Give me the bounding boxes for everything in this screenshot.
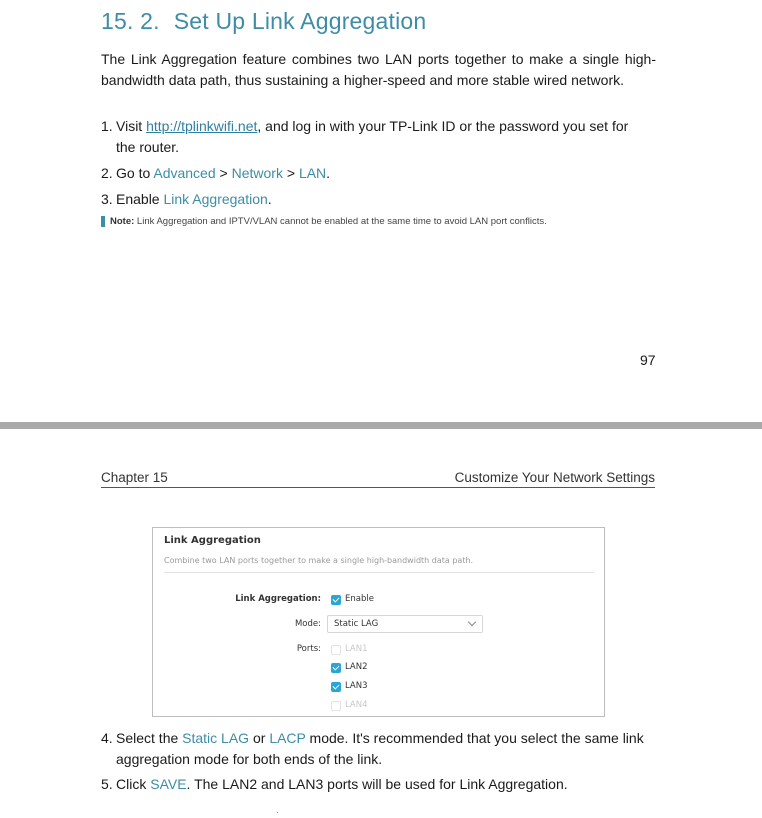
mode-label: Mode: <box>294 619 321 629</box>
step-text: . <box>267 191 272 207</box>
port-lan1-checkbox[interactable] <box>331 645 341 655</box>
note-label: Note: <box>110 216 135 227</box>
page-number: 97 <box>640 352 656 368</box>
path-separator: > <box>282 165 299 181</box>
enable-checkbox[interactable] <box>331 595 341 605</box>
step-text: Click <box>116 776 151 792</box>
page-separator <box>0 422 762 429</box>
step-text: , and log in with your TP-Link ID or the password you set for <box>257 118 629 134</box>
link-aggregation-term: Link Aggregation <box>163 191 268 207</box>
link-aggregation-panel <box>152 527 605 717</box>
tplinkwifi-link[interactable]: http://tplinkwifi.net <box>146 118 258 134</box>
port-lan2-label: LAN2 <box>345 662 368 672</box>
step-text: . The LAN2 and LAN3 ports will be used for Link Aggregation. <box>186 776 568 792</box>
section-title: Set Up Link Aggregation <box>173 8 427 34</box>
note-text: Link Aggregation and IPTV/VLAN cannot be enabled at the same time to avoid LAN port conflicts. <box>136 216 547 227</box>
menu-network: Network <box>231 165 283 181</box>
menu-advanced: Advanced <box>153 165 216 181</box>
section-number: 15. 2. <box>101 8 160 34</box>
step-text: . <box>326 165 331 181</box>
note <box>101 216 547 227</box>
panel-divider <box>164 572 594 573</box>
step-number: 2. <box>101 165 113 181</box>
section-heading <box>101 8 426 35</box>
chevron-down-icon <box>468 618 476 626</box>
enable-label: Link Aggregation: <box>235 594 321 604</box>
chapter-label: Chapter 15 <box>101 470 168 485</box>
enable-text: Enable <box>345 594 374 604</box>
step-text: Visit <box>116 118 147 134</box>
step-number: 4. <box>101 730 113 746</box>
step-2 <box>101 163 661 184</box>
static-lag-term: Static LAG <box>182 730 250 746</box>
step-text: mode. It's recommended that you select the same link <box>305 730 644 746</box>
panel-title: Link Aggregation <box>164 535 261 546</box>
step-number: 1. <box>101 118 113 134</box>
lacp-term: LACP <box>269 730 306 746</box>
port-lan3-checkbox[interactable] <box>331 682 341 692</box>
step-number: 5. <box>101 776 113 792</box>
step-text: Select the <box>116 730 183 746</box>
step-text: Go to <box>116 165 154 181</box>
step-1 <box>101 116 661 158</box>
port-lan4-checkbox[interactable] <box>331 701 341 711</box>
step-number: 3. <box>101 191 113 207</box>
menu-lan: LAN <box>298 165 327 181</box>
panel-description: Combine two LAN ports together to make a single high-bandwidth data path. <box>164 556 474 565</box>
path-separator: > <box>215 165 232 181</box>
mode-value: Static LAG <box>334 619 379 629</box>
intro-paragraph: The Link Aggregation feature combines two LAN ports together to make a single high-bandwidth data path, thus sustaining a higher-speed and more stable wired network. <box>101 51 656 88</box>
chapter-title: Customize Your Network Settings <box>454 470 655 485</box>
mode-select[interactable] <box>327 615 483 633</box>
ports-label: Ports: <box>296 644 321 654</box>
step-text: Enable <box>116 191 164 207</box>
header-rule <box>101 487 655 488</box>
port-lan4-label: LAN4 <box>345 700 368 710</box>
step-continuation: aggregation mode for both ends of the link. <box>116 751 383 767</box>
port-lan1-label: LAN1 <box>345 644 368 654</box>
note-marker-icon <box>101 216 105 227</box>
save-term: SAVE <box>150 776 187 792</box>
step-text: or <box>249 730 270 746</box>
step-5 <box>101 774 661 795</box>
port-lan2-checkbox[interactable] <box>331 663 341 673</box>
step-4 <box>101 728 661 770</box>
stray-dot <box>277 812 278 813</box>
port-lan3-label: LAN3 <box>345 681 368 691</box>
step-3 <box>101 189 661 210</box>
step-continuation: the router. <box>116 139 180 155</box>
